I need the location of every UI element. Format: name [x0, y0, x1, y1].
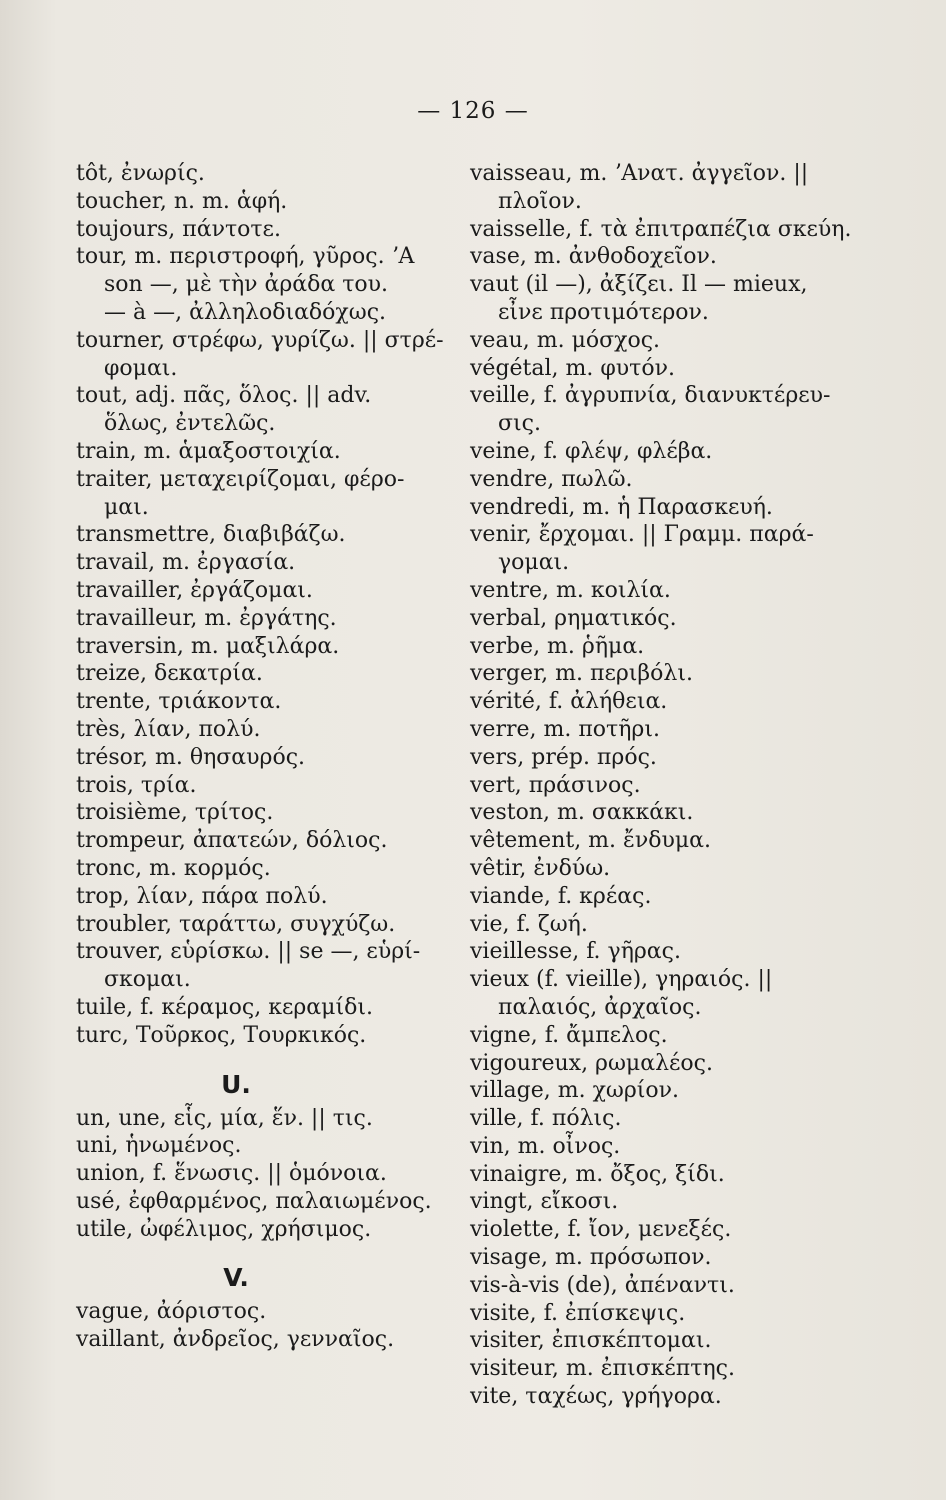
dictionary-entry: vinaigre, m. ὄξος, ξίδι.	[470, 1161, 725, 1187]
dictionary-entry: vaisseau, m. ʼΑνατ. ἀγγεῖον. ||	[470, 161, 809, 186]
dictionary-entry: travail, m. ἐργασία.	[76, 550, 296, 576]
dictionary-entry: verbal, ρηματικός.	[470, 605, 677, 631]
dictionary-entry-continuation: σκομαι.	[104, 967, 191, 993]
dictionary-entry: vaut (il —), ἀξίζει. Il — mieux,	[470, 272, 808, 298]
dictionary-entry-continuation: γομαι.	[498, 550, 570, 576]
dictionary-entry: vite, ταχέως, γρήγορα.	[470, 1384, 722, 1410]
dictionary-entry: treize, δεκατρία.	[76, 661, 263, 687]
dictionary-entry: trésor, m. θησαυρός.	[76, 744, 306, 770]
dictionary-entry: turc, Τοῦρκος, Τουρκικός.	[76, 1022, 367, 1048]
dictionary-entry: ville, f. πόλις.	[470, 1106, 622, 1132]
dictionary-entry: vis-à-vis (de), ἀπέναντι.	[470, 1272, 735, 1298]
entries-t	[76, 160, 456, 1050]
dictionary-entry: toujours, πάντοτε.	[76, 216, 281, 242]
dictionary-entry: venir, ἔρχομαι. || Γραμμ. παρά-	[470, 522, 814, 548]
dictionary-entry: un, une, εἷς, μία, ἕν. || τις.	[76, 1105, 373, 1131]
dictionary-entry: vingt, εἴκοσι.	[470, 1189, 619, 1215]
dictionary-entry: tour, m. περιστροφή, γῦρος. ʼA	[76, 244, 415, 270]
dictionary-entry: veston, m. σακκάκι.	[470, 800, 694, 826]
section-heading-u: U.	[221, 1069, 251, 1099]
dictionary-entry: vin, m. οἶνος.	[470, 1133, 621, 1159]
dictionary-entry-continuation: σις.	[498, 411, 541, 437]
dictionary-entry: troubler, ταράττω, συγχύζω.	[76, 911, 396, 937]
dictionary-entry: vaisselle, f. τὰ ἐπιτραπέζια σκεύη.	[470, 216, 852, 242]
dictionary-entry: train, m. ἁμαξοστοιχία.	[76, 438, 341, 464]
dictionary-entry: tôt, ἐνωρίς.	[76, 161, 205, 186]
dictionary-entry: vigne, f. ἄμπελος.	[470, 1022, 668, 1048]
dictionary-entry: tout, adj. πᾶς, ὅλος. || adv.	[76, 383, 372, 409]
dictionary-entry: vaillant, ἀνδρεῖος, γενναῖος.	[76, 1327, 395, 1353]
dictionary-entry-continuation: ὅλως, ἐντελῶς.	[104, 411, 276, 437]
dictionary-entry: violette, f. ἴον, μενεξές.	[470, 1217, 732, 1243]
dictionary-entry-continuation: εἶνε προτιμότερον.	[498, 299, 709, 325]
dictionary-entry: trente, τριάκοντα.	[76, 689, 282, 715]
dictionary-entry: troisième, τρίτος.	[76, 800, 274, 826]
dictionary-entry: village, m. χωρίον.	[470, 1078, 680, 1104]
dictionary-entry: très, λίαν, πολύ.	[76, 716, 261, 742]
dictionary-entry: vieillesse, f. γῆρας.	[470, 939, 681, 965]
dictionary-entry: veau, m. μόσχος.	[470, 327, 661, 353]
dictionary-entry: vêtir, ἐνδύω.	[470, 855, 611, 881]
dictionary-entry: travailleur, m. ἐργάτης.	[76, 605, 337, 631]
dictionary-entry: tuile, f. κέραμος, κεραμίδι.	[76, 994, 373, 1020]
dictionary-entry: vendre, πωλῶ.	[470, 466, 633, 492]
entries-v	[76, 1298, 456, 1354]
dictionary-entry: visite, f. ἐπίσκεψις.	[470, 1300, 686, 1326]
dictionary-entry: vert, πράσινος.	[470, 772, 641, 798]
section-heading-v: V.	[223, 1263, 249, 1293]
dictionary-entry-continuation: μαι.	[104, 494, 149, 520]
dictionary-entry-continuation: — à —, ἀλληλοδιαδόχως.	[104, 299, 387, 325]
dictionary-entry: verbe, m. ῥῆμα.	[470, 633, 645, 659]
dictionary-entry: verre, m. ποτῆρι.	[470, 716, 660, 742]
dictionary-entry: trompeur, ἀπατεών, δόλιος.	[76, 828, 388, 854]
right-column	[470, 160, 910, 1411]
dictionary-entry: vigoureux, ρωμαλέος.	[470, 1050, 713, 1076]
dictionary-entry: tourner, στρέφω, γυρίζω. || στρέ-	[76, 327, 444, 353]
dictionary-entry: travailler, ἐργάζομαι.	[76, 577, 313, 603]
dictionary-entry: trop, λίαν, πάρα πολύ.	[76, 883, 328, 909]
dictionary-entry: union, f. ἕνωσις. || ὁμόνοια.	[76, 1161, 387, 1187]
page-number: — 126 —	[417, 98, 529, 124]
dictionary-entry: vérité, f. ἀλήθεια.	[470, 689, 668, 715]
dictionary-entry: vie, f. ζωή.	[470, 911, 588, 937]
dictionary-entry: trouver, εὑρίσκω. || se —, εὑρί-	[76, 939, 421, 965]
entries-u	[76, 1105, 456, 1244]
dictionary-entry: tronc, m. κορμός.	[76, 855, 271, 881]
dictionary-entry-continuation: παλαιός, ἀρχαῖος.	[498, 994, 702, 1020]
dictionary-entry: uni, ἡνωμένος.	[76, 1133, 242, 1159]
dictionary-entry: vêtement, m. ἔνδυμα.	[470, 828, 711, 854]
dictionary-entry: verger, m. περιβόλι.	[470, 661, 693, 687]
dictionary-entry: toucher, n. m. ἁφή.	[76, 188, 288, 214]
dictionary-entry: vendredi, m. ἡ Παρασκευή.	[470, 494, 773, 520]
dictionary-entry: vers, prép. πρός.	[470, 744, 657, 770]
dictionary-entry: visiteur, m. ἐπισκέπτης.	[470, 1356, 735, 1382]
dictionary-entry: viande, f. κρέας.	[470, 883, 652, 909]
dictionary-entry: traversin, m. μαξιλάρα.	[76, 633, 340, 659]
dictionary-entry-continuation: φομαι.	[104, 355, 178, 381]
dictionary-entry: traiter, μεταχειρίζομαι, φέρο-	[76, 466, 405, 492]
dictionary-entry: usé, ἐφθαρμένος, παλαιωμένος.	[76, 1188, 432, 1214]
dictionary-entry: utile, ὠφέλιμος, χρήσιμος.	[76, 1216, 372, 1242]
dictionary-entry: visiter, ἐπισκέπτομαι.	[470, 1328, 712, 1354]
left-column	[76, 160, 456, 1354]
dictionary-entry: visage, m. πρόσωπον.	[470, 1245, 712, 1271]
dictionary-entry-continuation: πλοῖον.	[498, 188, 582, 214]
dictionary-entry: ventre, m. κοιλία.	[470, 577, 671, 603]
dictionary-entry: transmettre, διαβιβάζω.	[76, 522, 346, 548]
dictionary-entry: vieux (f. vieille), γηραιός. ||	[470, 967, 773, 993]
dictionary-entry: veille, f. ἀγρυπνία, διανυκτέρευ-	[470, 383, 831, 409]
dictionary-entry: trois, τρία.	[76, 772, 197, 798]
dictionary-entry-continuation: son —, μὲ τὴν ἀράδα του.	[104, 272, 389, 298]
dictionary-entry: veine, f. φλέψ, φλέβα.	[470, 438, 713, 464]
dictionary-entry: végétal, m. φυτόν.	[470, 355, 675, 381]
dictionary-entry: vase, m. ἀνθοδοχεῖον.	[470, 244, 717, 270]
dictionary-entry: vague, ἀόριστος.	[76, 1299, 267, 1325]
